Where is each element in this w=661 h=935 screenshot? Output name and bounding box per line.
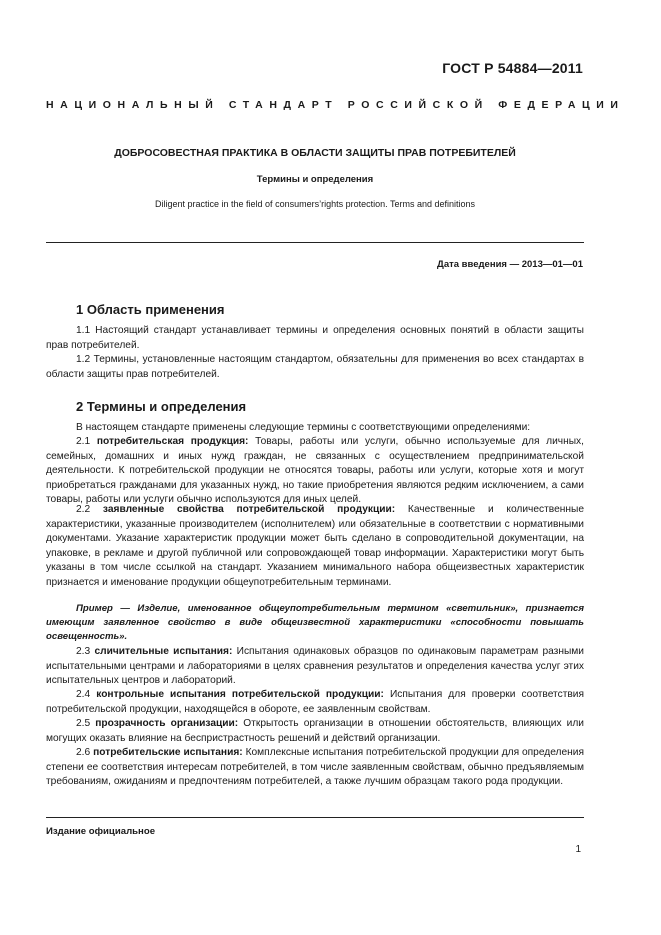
term-2-2 <box>46 503 584 590</box>
term-definition: Комплексные испытания потребительской продукции для определения степени ее соответствия интересам потребителей, в том числе заявленным свойствам, обычно предъявляемым требованиям, ожиданиям и предпочтениям потребителей, а также лучшим образцам такого рода продукции. <box>46 747 584 787</box>
term-name: потребительская продукция: <box>96 436 249 447</box>
term-definition: Качественные и количественные характеристики, указанные производителем (исполнителем) или обязательные в соответствии с нормативными документами. Указание характеристик продукции может быть сделано в сопроводительной документации, на упаковке, в рекламе и другой публичной или сопровождающей товар информации. Характеристики могут быть указаны в том числе ссылкой на стандарт. Указанием минимального набора общеизвестных характеристик признается и именование продукции общеупотребительным терминами. <box>46 504 584 588</box>
document-subtitle: Термины и определения <box>256 174 374 185</box>
term-name: контрольные испытания потребительской продукции: <box>96 689 384 700</box>
term-number: 2.4 <box>76 689 91 700</box>
term-definition: Испытания для проверки соответствия потребительской продукции, находящейся в обороте, ее заявленным свойствам. <box>46 689 584 715</box>
term-name: потребительские испытания: <box>93 747 243 758</box>
section-1-paragraph-1: 1.1 Настоящий стандарт устанавливает термины и определения основных понятий в области защиты прав потребителей. <box>46 325 584 351</box>
official-edition-label: Издание официальное <box>46 826 156 837</box>
introduction-date: Дата введения — 2013—01—01 <box>437 259 583 270</box>
footer-divider <box>46 817 584 818</box>
term-name: прозрачность организации: <box>95 718 239 729</box>
header-divider <box>46 242 584 243</box>
term-2-3 <box>46 645 584 689</box>
example-note: Пример — Изделие, именованное общеупотребительным термином «светильник», признается имеющим заявленное свойство в виде общеизвестной характеристики «способности повышать освещенность». <box>46 603 584 642</box>
section-2-intro: В настоящем стандарте применены следующие термины с соответствующими определениями: <box>76 422 531 433</box>
section-2-heading: 2 Термины и определения <box>76 399 247 414</box>
page-number: 1 <box>575 844 581 855</box>
term-number: 2.5 <box>76 718 91 729</box>
standard-code: ГОСТ Р 54884—2011 <box>442 60 583 76</box>
document-title: ДОБРОСОВЕСТНАЯ ПРАКТИКА В ОБЛАСТИ ЗАЩИТЫ ПРАВ ПОТРЕБИТЕЛЕЙ <box>114 147 516 159</box>
term-number: 2.3 <box>76 646 91 657</box>
term-2-4 <box>46 688 584 717</box>
term-name: сличительные испытания: <box>94 646 233 657</box>
section-1-heading: 1 Область применения <box>76 302 225 317</box>
term-definition: Испытания одинаковых образцов по одинаковым параметрам разными испытательными центрами и лабораториями в целях сравнения результатов и определения качества услуг этих испытательных центров и лабораторий. <box>46 646 584 686</box>
term-number: 2.1 <box>76 436 91 447</box>
english-title: Diligent practice in the field of consumers’rights protection. Terms and definitions <box>155 199 475 209</box>
term-definition: Товары, работы или услуги, обычно используемые для личных, семейных, домашних и иных нужд граждан, не связанных с осуществлением предпринимательской деятельности. К потребительской продукции не относятся товары, работы или услуги, которые хотя и могут приобретаться гражданами для указанных нужд, но такие приобретения являются редким исключением, а сами товары, работы или услуги обычно используются для иных целей. <box>46 436 584 505</box>
term-definition: Открытость организации в отношении обстоятельств, влияющих или могущих оказать влияние на беспристрастность решений и действий организации. <box>46 718 584 744</box>
term-2-1 <box>46 435 584 508</box>
section-1-paragraph-2: 1.2 Термины, установленные настоящим стандартом, обязательны для применения во всех стандартах в области защиты прав потребителей. <box>46 354 584 380</box>
term-number: 2.6 <box>76 747 91 758</box>
term-2-5 <box>46 717 584 746</box>
national-standard-banner: НАЦИОНАЛЬНЫЙ СТАНДАРТ РОССИЙСКОЙ ФЕДЕРАЦИИ <box>46 99 625 111</box>
term-2-6 <box>46 746 584 790</box>
term-name: заявленные свойства потребительской продукции: <box>102 504 396 515</box>
term-number: 2.2 <box>76 504 91 515</box>
